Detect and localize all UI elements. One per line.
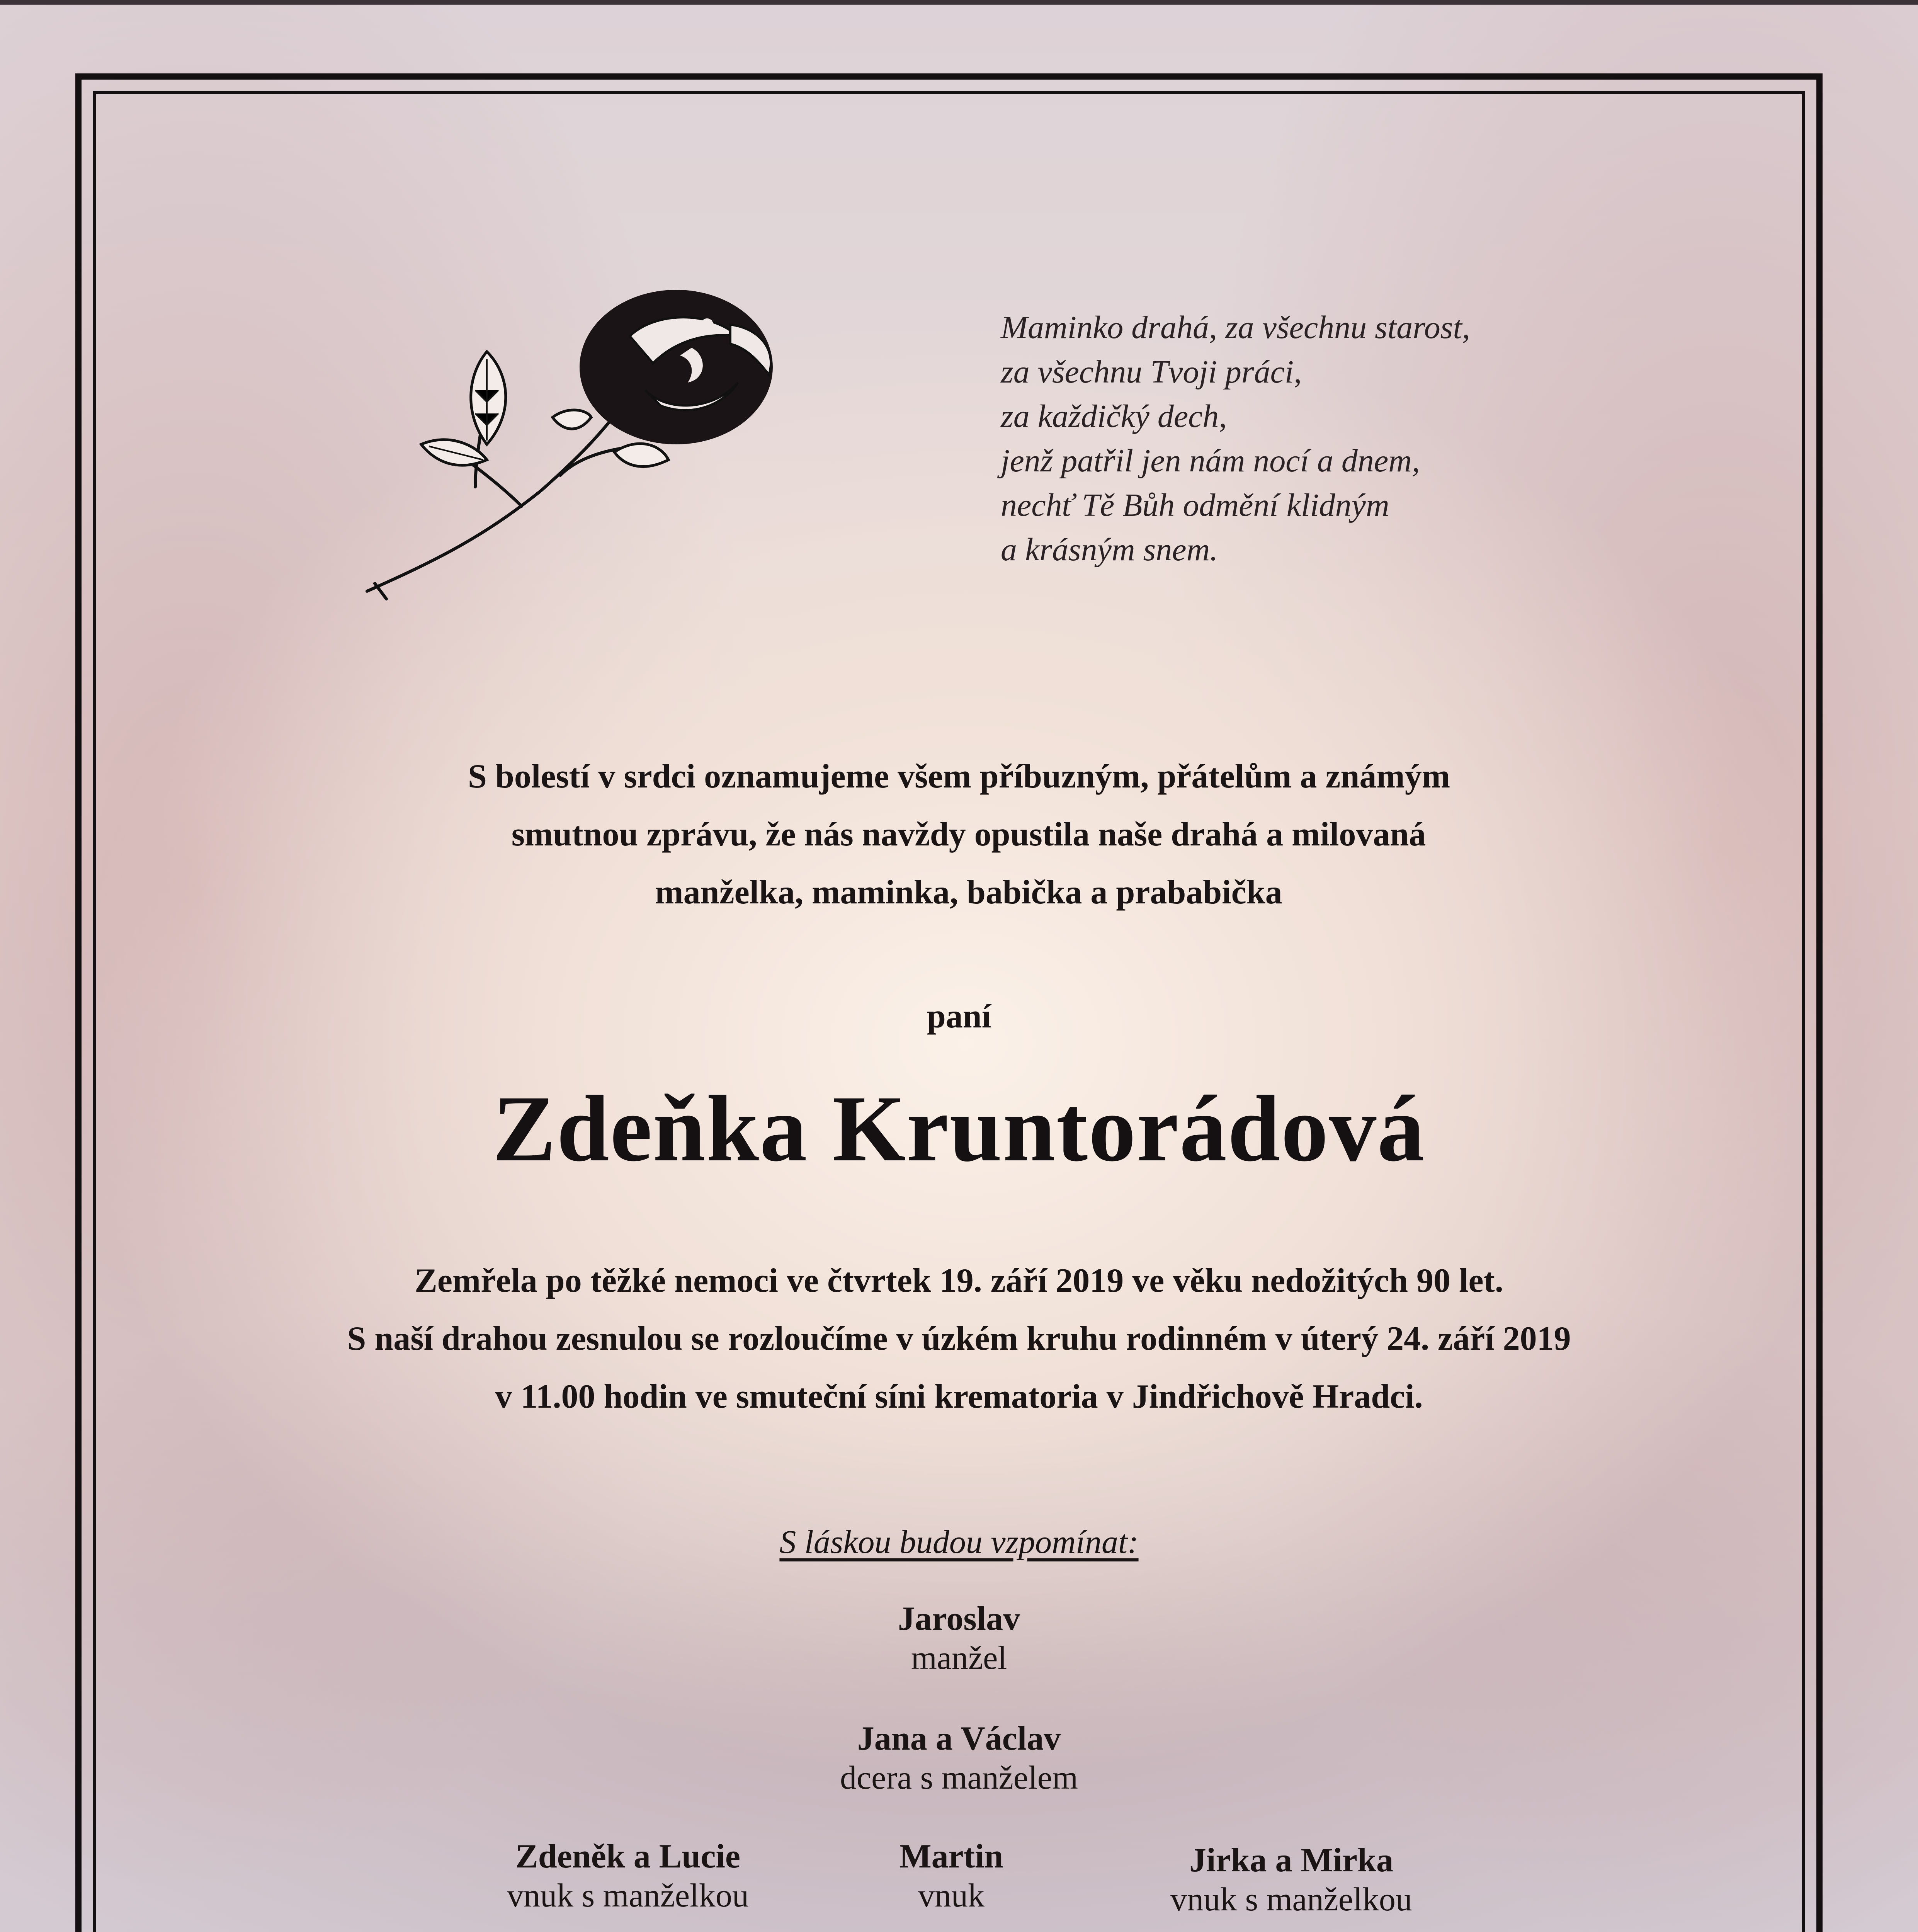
mourner-name: Zdeněk a Lucie bbox=[515, 1838, 740, 1875]
mourner-entry bbox=[758, 1837, 1144, 1915]
mourner-relation: dcera s manželem bbox=[840, 1759, 1078, 1796]
announcement-line: manželka, maminka, babička a prababička bbox=[655, 874, 1282, 911]
death-details-line: Zemřela po těžké nemoci ve čtvrtek 19. září 2019 ve věku nedožitých 90 let. bbox=[415, 1262, 1503, 1299]
mourner-name: Jana a Václav bbox=[857, 1720, 1061, 1757]
mourner-entry bbox=[766, 1719, 1152, 1797]
mourner-relation: vnuk s manželkou bbox=[507, 1877, 749, 1914]
mourner-entry bbox=[766, 1600, 1152, 1677]
mourner-relation: manžel bbox=[911, 1639, 1007, 1676]
poem-line: jenž patřil jen nám nocí a dnem, bbox=[1001, 443, 1420, 479]
top-edge-strip bbox=[0, 0, 1918, 5]
mourner-entry bbox=[1098, 1841, 1484, 1918]
poem-line: za všechnu Tvoji práci, bbox=[1001, 354, 1302, 390]
mourner-relation: vnuk bbox=[918, 1877, 985, 1914]
honorific: paní bbox=[927, 998, 991, 1035]
poem-line: Maminko drahá, za všechnu starost, bbox=[1001, 310, 1470, 345]
poem-line: za každičký dech, bbox=[1001, 398, 1227, 434]
deceased-name: Zdeňka Kruntorádová bbox=[493, 1076, 1425, 1181]
mourner-name: Jirka a Mirka bbox=[1189, 1842, 1393, 1879]
mourner-name: Jaroslav bbox=[898, 1600, 1020, 1638]
announcement-text bbox=[0, 748, 1918, 922]
mourner-name: Martin bbox=[899, 1838, 1003, 1875]
announcement-line: S bolestí v srdci oznamujeme všem příbuzným, přátelům a známým bbox=[468, 758, 1450, 795]
death-details-line: v 11.00 hodin ve smuteční síni krematoria v Jindřichově Hradci. bbox=[495, 1378, 1423, 1415]
announcement-line: smutnou zprávu, že nás navždy opustila naše drahá a milovaná bbox=[511, 816, 1426, 853]
memorial-poem bbox=[1001, 305, 1696, 572]
mourner-relation: vnuk s manželkou bbox=[1170, 1881, 1412, 1918]
death-details bbox=[0, 1252, 1918, 1426]
rose-icon bbox=[359, 290, 823, 630]
death-details-line: S naší drahou zesnulou se rozloučíme v úzkém kruhu rodinném v úterý 24. září 2019 bbox=[347, 1320, 1571, 1357]
poem-line: nechť Tě Bůh odmění klidným bbox=[1001, 487, 1389, 523]
mourners-heading: S láskou budou vzpomínat: bbox=[779, 1523, 1139, 1560]
poem-line: a krásným snem. bbox=[1001, 532, 1218, 568]
